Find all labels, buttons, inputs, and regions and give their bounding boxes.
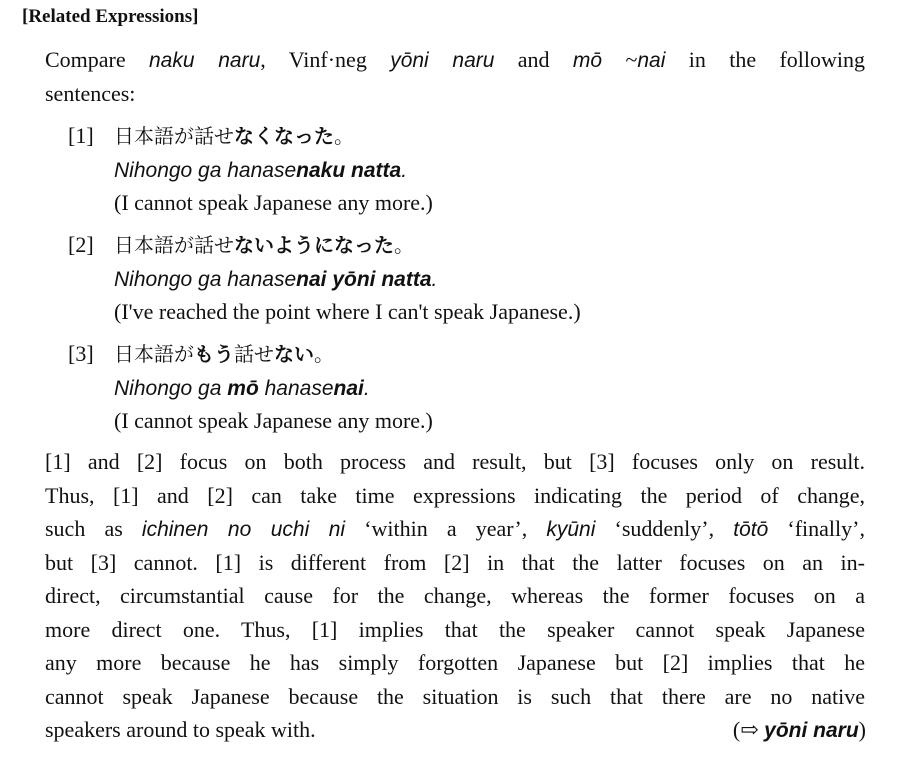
body-text: Thus, [1] and [2] can take time expressions indicating the period of change, (45, 483, 865, 508)
japanese-highlight: ない (274, 342, 314, 366)
japanese-text: 日本語が話せ (114, 124, 234, 148)
romaji-text: hanase (258, 377, 334, 400)
intro-text: and (494, 47, 573, 72)
romaji-text: Nihongo ga (114, 377, 228, 400)
body-line-1 (45, 448, 865, 476)
example-1-romaji (114, 156, 407, 185)
japanese-text: 日本語が (114, 342, 194, 366)
body-text: direct, circumstantial cause for the change, whereas the former focuses on a (45, 583, 865, 608)
example-number: [2] (68, 232, 94, 257)
intro-text: Compare (45, 47, 149, 72)
romaji-text: . (401, 159, 408, 182)
romaji-highlight: naku natta (296, 159, 402, 182)
crossref-link[interactable]: yōni naru (764, 719, 859, 742)
section-heading: [Related Expressions] (22, 6, 199, 27)
cross-reference (733, 716, 866, 745)
japanese-text: 。 (334, 124, 354, 148)
intro-text: ~ (602, 47, 638, 72)
body-line-2 (45, 482, 865, 510)
body-line-7 (45, 649, 865, 677)
example-number: [1] (68, 123, 94, 148)
body-text: more direct one. Thus, [1] implies that the speaker cannot speak Japanese (45, 617, 865, 642)
body-text: such as (45, 516, 142, 541)
term-yoni-naru: yōni naru (390, 49, 495, 72)
term-ichinen-no-uchi-ni: ichinen no uchi ni (141, 518, 346, 541)
intro-text: in the following (665, 47, 866, 72)
body-line-9: speakers around to speak with. (45, 717, 316, 742)
japanese-highlight: もう (194, 342, 234, 366)
romaji-highlight: mō (227, 377, 259, 400)
example-1-translation: (I cannot speak Japanese any more.) (114, 190, 433, 215)
example-number: [3] (68, 341, 94, 366)
japanese-text: 。 (314, 342, 334, 366)
romaji-highlight: nai yōni natta (296, 268, 432, 291)
japanese-text: 日本語が話せ (114, 233, 234, 257)
japanese-text: 。 (394, 233, 414, 257)
example-2-japanese (68, 231, 414, 259)
term-nai: nai (637, 49, 666, 72)
japanese-text: 話せ (234, 342, 274, 366)
body-text: ‘within a year’, (364, 516, 547, 541)
example-1-japanese (68, 122, 354, 150)
body-line-6 (45, 616, 865, 644)
example-2-romaji (114, 265, 437, 294)
term-naku-naru: naku naru (149, 49, 261, 72)
romaji-text: Nihongo ga hanase (114, 159, 297, 182)
romaji-highlight: nai (333, 377, 364, 400)
romaji-text: . (363, 377, 370, 400)
body-text: but [3] cannot. [1] is different from [2] in that the latter focuses on an in- (45, 550, 865, 575)
body-text: ‘finally’, (787, 516, 865, 541)
term-toto: tōtō (733, 518, 769, 541)
body-line-5 (45, 582, 865, 610)
body-line-8 (45, 683, 865, 711)
example-2-translation: (I've reached the point where I can't speak Japanese.) (114, 299, 581, 324)
crossref-arrow: (⇨ (732, 717, 765, 742)
body-text: any more because he has simply forgotten Japanese but [2] implies that he (45, 650, 865, 675)
body-text: cannot speak Japanese because the situation is such that there are no native (45, 684, 865, 709)
romaji-text: . (431, 268, 438, 291)
example-3-romaji (114, 374, 370, 403)
body-text: ‘suddenly’, (614, 516, 734, 541)
example-3-translation: (I cannot speak Japanese any more.) (114, 408, 433, 433)
japanese-highlight: ないようになった (234, 233, 394, 257)
body-text: [1] and [2] focus on both process and result, but [3] focuses only on result. (45, 449, 865, 474)
term-kyuni: kyūni (546, 518, 596, 541)
term-mo: mō (572, 49, 603, 72)
romaji-text: Nihongo ga hanase (114, 268, 297, 291)
intro-line-2: sentences: (45, 81, 136, 106)
example-3-japanese (68, 340, 334, 368)
body-line-3 (45, 515, 865, 544)
japanese-highlight: なくなった (234, 124, 334, 148)
intro-line-1 (45, 46, 865, 75)
intro-text: , Vinf·neg (260, 47, 391, 72)
crossref-close: ) (858, 717, 866, 742)
body-line-4 (45, 549, 865, 577)
